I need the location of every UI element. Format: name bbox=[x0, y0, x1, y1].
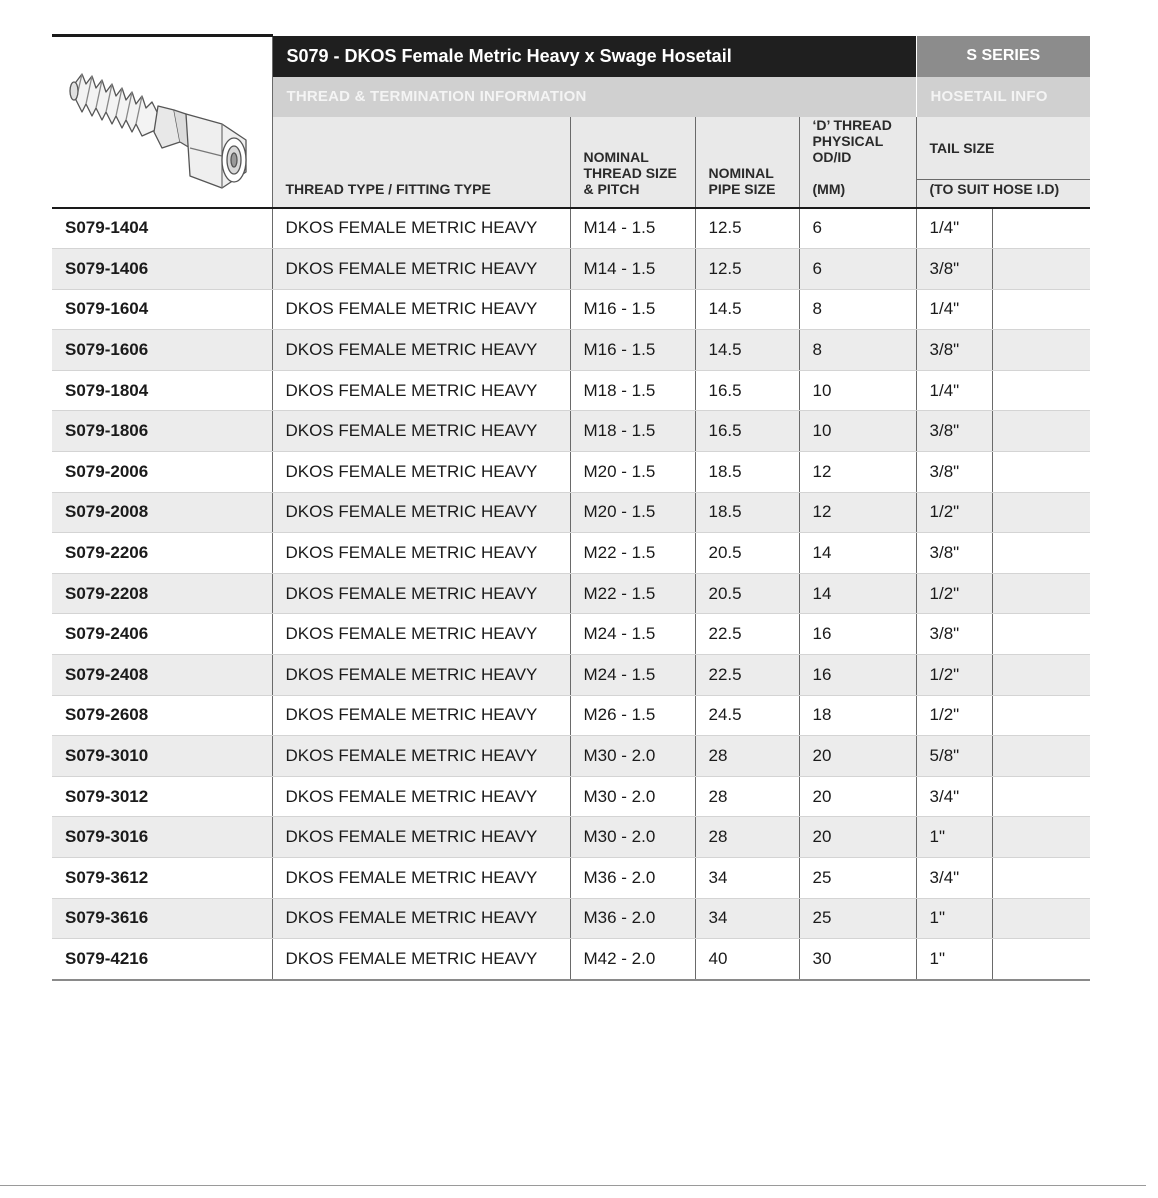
d-thread-od-cell: 25 bbox=[799, 898, 916, 939]
tail-size-cell: 3/8" bbox=[916, 452, 992, 493]
d-thread-od-cell: 8 bbox=[799, 330, 916, 371]
spec-sheet bbox=[52, 34, 1090, 981]
thread-termination-heading: THREAD & TERMINATION INFORMATION bbox=[272, 77, 916, 117]
thread-size-cell: M24 - 1.5 bbox=[570, 614, 695, 655]
fitting-type-cell: DKOS FEMALE METRIC HEAVY bbox=[272, 573, 570, 614]
hosetail-fitting-icon bbox=[62, 44, 262, 194]
thread-size-cell: M14 - 1.5 bbox=[570, 249, 695, 290]
fitting-spec-table bbox=[52, 34, 1090, 981]
tail-size-spare-cell bbox=[992, 492, 1090, 533]
col-header-tail-size: TAIL SIZE bbox=[916, 117, 1090, 180]
part-number-cell: S079-1806 bbox=[52, 411, 272, 452]
tail-size-spare-cell bbox=[992, 695, 1090, 736]
table-row bbox=[52, 614, 1090, 655]
thread-size-cell: M22 - 1.5 bbox=[570, 573, 695, 614]
col-header-tail-size-note: (TO SUIT HOSE I.D) bbox=[916, 179, 1090, 208]
tail-size-spare-cell bbox=[992, 817, 1090, 858]
pipe-size-cell: 40 bbox=[695, 939, 799, 980]
table-row bbox=[52, 249, 1090, 290]
tail-size-cell: 1/2" bbox=[916, 695, 992, 736]
part-number-cell: S079-3616 bbox=[52, 898, 272, 939]
pipe-size-cell: 12.5 bbox=[695, 249, 799, 290]
part-number-cell: S079-2006 bbox=[52, 452, 272, 493]
table-row bbox=[52, 858, 1090, 899]
table-row bbox=[52, 817, 1090, 858]
part-number-cell: S079-1804 bbox=[52, 370, 272, 411]
tail-size-spare-cell bbox=[992, 939, 1090, 980]
tail-size-spare-cell bbox=[992, 452, 1090, 493]
part-number-cell: S079-3010 bbox=[52, 736, 272, 777]
tail-size-cell: 1" bbox=[916, 898, 992, 939]
pipe-size-cell: 14.5 bbox=[695, 289, 799, 330]
hosetail-info-heading: HOSETAIL INFO bbox=[916, 77, 1090, 117]
col-header-d-thread-unit: (MM) bbox=[812, 180, 846, 197]
thread-size-cell: M22 - 1.5 bbox=[570, 533, 695, 574]
d-thread-od-cell: 8 bbox=[799, 289, 916, 330]
tail-size-spare-cell bbox=[992, 614, 1090, 655]
tail-size-spare-cell bbox=[992, 573, 1090, 614]
part-number-cell: S079-3012 bbox=[52, 776, 272, 817]
pipe-size-cell: 34 bbox=[695, 858, 799, 899]
d-thread-od-cell: 14 bbox=[799, 533, 916, 574]
tail-size-cell: 3/4" bbox=[916, 776, 992, 817]
col-header-pipe-size bbox=[695, 117, 799, 208]
d-thread-od-cell: 20 bbox=[799, 776, 916, 817]
part-number-cell: S079-2608 bbox=[52, 695, 272, 736]
table-row bbox=[52, 330, 1090, 371]
tail-size-spare-cell bbox=[992, 776, 1090, 817]
pipe-size-cell: 16.5 bbox=[695, 411, 799, 452]
tail-size-spare-cell bbox=[992, 655, 1090, 696]
tail-size-cell: 3/8" bbox=[916, 533, 992, 574]
col-header-nominal-thread-line3: & PITCH bbox=[583, 180, 640, 197]
col-header-nominal-thread-line1: NOMINAL bbox=[583, 148, 649, 165]
tail-size-cell: 1/2" bbox=[916, 492, 992, 533]
col-header-pipe-line1: NOMINAL bbox=[708, 164, 774, 181]
d-thread-od-cell: 6 bbox=[799, 208, 916, 249]
tail-size-cell: 1" bbox=[916, 817, 992, 858]
tail-size-cell: 1/4" bbox=[916, 370, 992, 411]
fitting-type-cell: DKOS FEMALE METRIC HEAVY bbox=[272, 817, 570, 858]
fitting-type-cell: DKOS FEMALE METRIC HEAVY bbox=[272, 208, 570, 249]
fitting-type-cell: DKOS FEMALE METRIC HEAVY bbox=[272, 452, 570, 493]
fitting-type-cell: DKOS FEMALE METRIC HEAVY bbox=[272, 330, 570, 371]
table-row bbox=[52, 776, 1090, 817]
col-header-thread-type-label: THREAD TYPE / FITTING TYPE bbox=[285, 180, 491, 197]
tail-size-cell: 5/8" bbox=[916, 736, 992, 777]
thread-size-cell: M30 - 2.0 bbox=[570, 776, 695, 817]
tail-size-spare-cell bbox=[992, 249, 1090, 290]
pipe-size-cell: 20.5 bbox=[695, 533, 799, 574]
table-row bbox=[52, 939, 1090, 980]
fitting-type-cell: DKOS FEMALE METRIC HEAVY bbox=[272, 614, 570, 655]
table-row bbox=[52, 736, 1090, 777]
col-header-d-thread-line2: PHYSICAL bbox=[812, 132, 884, 149]
d-thread-od-cell: 14 bbox=[799, 573, 916, 614]
tail-size-cell: 3/4" bbox=[916, 858, 992, 899]
fitting-type-cell: DKOS FEMALE METRIC HEAVY bbox=[272, 411, 570, 452]
part-number-cell: S079-2208 bbox=[52, 573, 272, 614]
table-row bbox=[52, 655, 1090, 696]
part-number-cell: S079-3016 bbox=[52, 817, 272, 858]
table-row bbox=[52, 411, 1090, 452]
thread-size-cell: M26 - 1.5 bbox=[570, 695, 695, 736]
part-number-cell: S079-1604 bbox=[52, 289, 272, 330]
fitting-type-cell: DKOS FEMALE METRIC HEAVY bbox=[272, 736, 570, 777]
part-number-cell: S079-2408 bbox=[52, 655, 272, 696]
pipe-size-cell: 34 bbox=[695, 898, 799, 939]
thread-size-cell: M20 - 1.5 bbox=[570, 452, 695, 493]
d-thread-od-cell: 25 bbox=[799, 858, 916, 899]
fitting-illustration-cell bbox=[52, 36, 272, 208]
tail-size-cell: 3/8" bbox=[916, 330, 992, 371]
pipe-size-cell: 18.5 bbox=[695, 492, 799, 533]
table-row bbox=[52, 452, 1090, 493]
pipe-size-cell: 18.5 bbox=[695, 452, 799, 493]
thread-size-cell: M18 - 1.5 bbox=[570, 411, 695, 452]
fitting-type-cell: DKOS FEMALE METRIC HEAVY bbox=[272, 492, 570, 533]
tail-size-cell: 1/4" bbox=[916, 289, 992, 330]
thread-size-cell: M16 - 1.5 bbox=[570, 289, 695, 330]
d-thread-od-cell: 16 bbox=[799, 655, 916, 696]
series-badge: S SERIES bbox=[916, 36, 1090, 77]
thread-size-cell: M30 - 2.0 bbox=[570, 817, 695, 858]
d-thread-od-cell: 16 bbox=[799, 614, 916, 655]
pipe-size-cell: 28 bbox=[695, 776, 799, 817]
part-number-cell: S079-2008 bbox=[52, 492, 272, 533]
tail-size-cell: 1" bbox=[916, 939, 992, 980]
tail-size-spare-cell bbox=[992, 370, 1090, 411]
thread-size-cell: M20 - 1.5 bbox=[570, 492, 695, 533]
d-thread-od-cell: 12 bbox=[799, 452, 916, 493]
tail-size-spare-cell bbox=[992, 898, 1090, 939]
fitting-type-cell: DKOS FEMALE METRIC HEAVY bbox=[272, 533, 570, 574]
tail-size-cell: 3/8" bbox=[916, 249, 992, 290]
table-row bbox=[52, 533, 1090, 574]
table-row bbox=[52, 289, 1090, 330]
col-header-thread-type bbox=[272, 117, 570, 208]
d-thread-od-cell: 20 bbox=[799, 736, 916, 777]
pipe-size-cell: 22.5 bbox=[695, 655, 799, 696]
spec-table-body bbox=[52, 208, 1090, 980]
pipe-size-cell: 20.5 bbox=[695, 573, 799, 614]
part-number-cell: S079-1406 bbox=[52, 249, 272, 290]
tail-size-cell: 1/2" bbox=[916, 573, 992, 614]
tail-size-spare-cell bbox=[992, 858, 1090, 899]
d-thread-od-cell: 10 bbox=[799, 411, 916, 452]
col-header-d-thread-line3: OD/ID bbox=[812, 148, 852, 165]
pipe-size-cell: 28 bbox=[695, 817, 799, 858]
pipe-size-cell: 24.5 bbox=[695, 695, 799, 736]
part-number-cell: S079-2406 bbox=[52, 614, 272, 655]
part-number-cell: S079-1404 bbox=[52, 208, 272, 249]
fitting-type-cell: DKOS FEMALE METRIC HEAVY bbox=[272, 939, 570, 980]
col-header-d-thread-line1: ‘D’ THREAD bbox=[812, 116, 892, 133]
thread-size-cell: M18 - 1.5 bbox=[570, 370, 695, 411]
footer-divider bbox=[0, 1185, 1146, 1186]
pipe-size-cell: 12.5 bbox=[695, 208, 799, 249]
tail-size-spare-cell bbox=[992, 411, 1090, 452]
thread-size-cell: M24 - 1.5 bbox=[570, 655, 695, 696]
tail-size-cell: 3/8" bbox=[916, 614, 992, 655]
fitting-type-cell: DKOS FEMALE METRIC HEAVY bbox=[272, 655, 570, 696]
thread-size-cell: M36 - 2.0 bbox=[570, 898, 695, 939]
d-thread-od-cell: 12 bbox=[799, 492, 916, 533]
d-thread-od-cell: 30 bbox=[799, 939, 916, 980]
part-number-cell: S079-3612 bbox=[52, 858, 272, 899]
col-header-nominal-thread bbox=[570, 117, 695, 208]
table-row bbox=[52, 898, 1090, 939]
tail-size-cell: 3/8" bbox=[916, 411, 992, 452]
d-thread-od-cell: 18 bbox=[799, 695, 916, 736]
tail-size-cell: 1/2" bbox=[916, 655, 992, 696]
tail-size-spare-cell bbox=[992, 533, 1090, 574]
part-number-cell: S079-2206 bbox=[52, 533, 272, 574]
fitting-type-cell: DKOS FEMALE METRIC HEAVY bbox=[272, 370, 570, 411]
fitting-type-cell: DKOS FEMALE METRIC HEAVY bbox=[272, 776, 570, 817]
fitting-type-cell: DKOS FEMALE METRIC HEAVY bbox=[272, 695, 570, 736]
table-row bbox=[52, 492, 1090, 533]
tail-size-spare-cell bbox=[992, 330, 1090, 371]
d-thread-od-cell: 6 bbox=[799, 249, 916, 290]
table-row bbox=[52, 695, 1090, 736]
thread-size-cell: M14 - 1.5 bbox=[570, 208, 695, 249]
col-header-pipe-line2: PIPE SIZE bbox=[708, 180, 776, 197]
thread-size-cell: M42 - 2.0 bbox=[570, 939, 695, 980]
fitting-type-cell: DKOS FEMALE METRIC HEAVY bbox=[272, 249, 570, 290]
pipe-size-cell: 16.5 bbox=[695, 370, 799, 411]
tail-size-spare-cell bbox=[992, 208, 1090, 249]
table-row bbox=[52, 370, 1090, 411]
table-row bbox=[52, 573, 1090, 614]
pipe-size-cell: 28 bbox=[695, 736, 799, 777]
tail-size-spare-cell bbox=[992, 289, 1090, 330]
pipe-size-cell: 22.5 bbox=[695, 614, 799, 655]
part-number-cell: S079-1606 bbox=[52, 330, 272, 371]
fitting-type-cell: DKOS FEMALE METRIC HEAVY bbox=[272, 898, 570, 939]
thread-size-cell: M16 - 1.5 bbox=[570, 330, 695, 371]
part-number-cell: S079-4216 bbox=[52, 939, 272, 980]
d-thread-od-cell: 20 bbox=[799, 817, 916, 858]
tail-size-cell: 1/4" bbox=[916, 208, 992, 249]
pipe-size-cell: 14.5 bbox=[695, 330, 799, 371]
fitting-type-cell: DKOS FEMALE METRIC HEAVY bbox=[272, 858, 570, 899]
col-header-nominal-thread-line2: THREAD SIZE bbox=[583, 164, 677, 181]
table-row bbox=[52, 208, 1090, 249]
fitting-type-cell: DKOS FEMALE METRIC HEAVY bbox=[272, 289, 570, 330]
tail-size-spare-cell bbox=[992, 736, 1090, 777]
thread-size-cell: M36 - 2.0 bbox=[570, 858, 695, 899]
product-title: S079 - DKOS Female Metric Heavy x Swage Hosetail bbox=[272, 36, 916, 77]
thread-size-cell: M30 - 2.0 bbox=[570, 736, 695, 777]
d-thread-od-cell: 10 bbox=[799, 370, 916, 411]
col-header-d-thread bbox=[799, 117, 916, 208]
